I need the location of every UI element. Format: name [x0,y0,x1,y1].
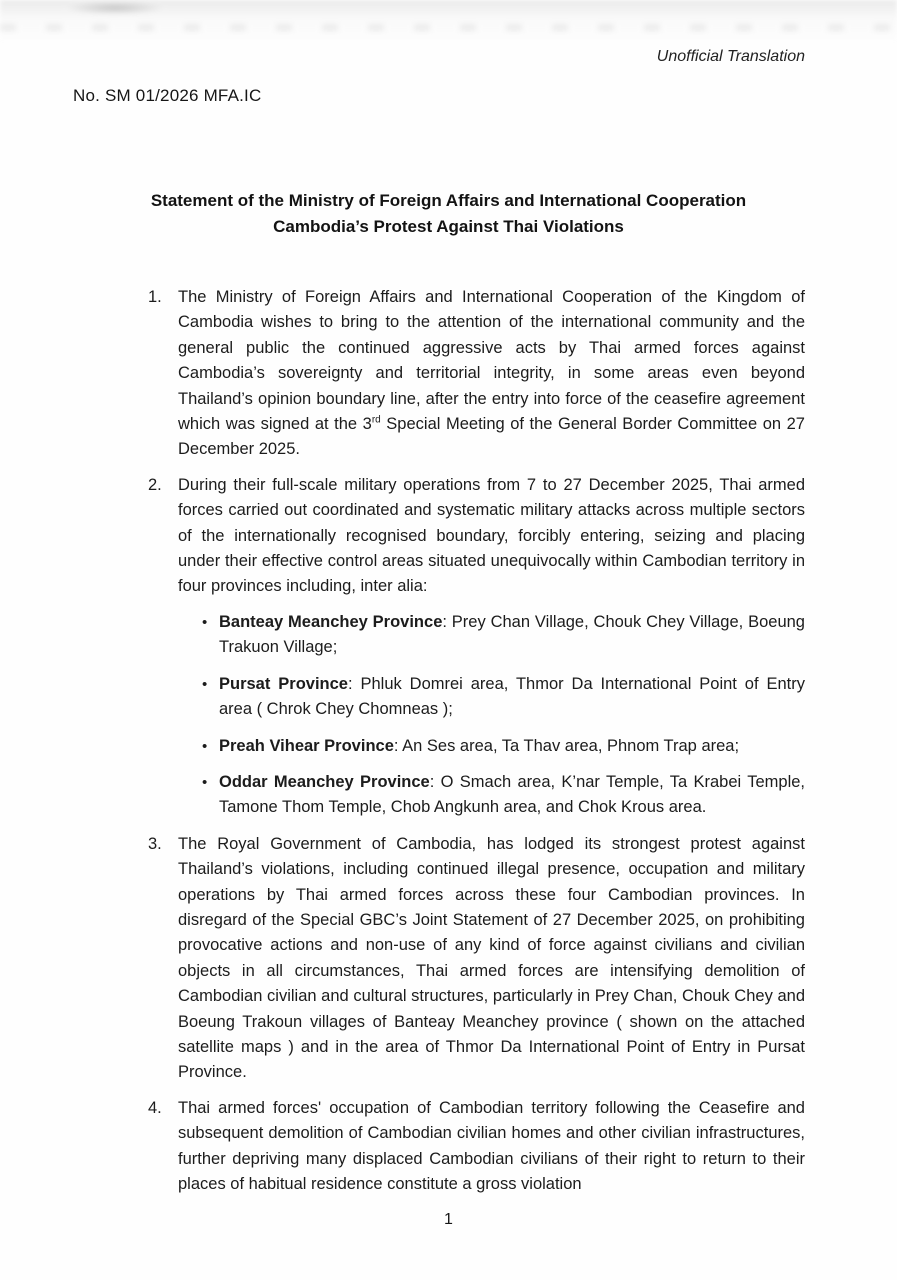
page-number: 1 [444,1211,453,1228]
paragraph-text-segment: The Ministry of Foreign Affairs and International Cooperation of the Kingdom of Cambodia wishes to bring to the attention of the international community and the general public the continued aggressive acts by Thai armed forces against Cambodia’s sovereignty and territorial integrity, in some areas even beyond Thailand’s opinion boundary line, after the entry into force of the ceasefire agreement which was signed at the 3 [178,288,805,434]
document-title-line1: Statement of the Ministry of Foreign Affairs and International Cooperation [150,191,747,210]
list-item [202,770,805,821]
ordinal-suffix: rd [371,414,381,426]
bullet-text [219,610,805,661]
paragraph-text-segment: Special Meeting of the General Border Committee on 27 December 2025. [178,415,805,459]
paragraph-text: Thai armed forces' occupation of Cambodian territory following the Ceasefire and subsequent demolition of Cambodian civilian homes and other civilian infrastructures, further depriving many displaced Cambodian civilians of their right to return to their places of habitual residence constitute a gross violation [178,1098,805,1193]
bullet-icon: • [202,675,208,693]
numbered-paragraph-2 [148,473,805,600]
bullet-text [219,734,805,759]
document-body [148,285,805,1207]
numbered-paragraph-3 [148,832,805,1086]
bullet-icon: • [202,773,208,791]
document-title [60,188,837,240]
paragraph-text [178,285,805,463]
paragraph-number: 4. [148,1098,162,1117]
bullet-text [219,672,805,723]
bullet-icon: • [202,613,208,631]
bullet-icon: • [202,737,208,755]
province-locations: : O Smach area, K’nar Temple, Ta Krabei Temple, Tamone Thom Temple, Chob Angkunh area, and Chok Krous area. [219,772,805,817]
list-item [202,734,805,759]
paragraph-text: During their full-scale military operations from 7 to 27 December 2025, Thai armed forces carried out coordinated and systematic military attacks across multiple sectors of the internationally recognised boundary, forcibly entering, seizing and placing under their effective control areas situated unequivocally within Cambodian territory in four provinces including, inter alia: [178,475,805,596]
scan-artifact-band [0,0,897,44]
province-locations: : Phluk Domrei area, Thmor Da International Point of Entry area ( Chrok Chey Chomneas ); [219,674,805,719]
province-name: Pursat Province [219,674,348,693]
paragraph-number: 1. [148,288,162,306]
province-name: Banteay Meanchey Province [219,612,443,631]
list-item [202,672,805,723]
province-locations: : Prey Chan Village, Chouk Chey Village, Boeung Trakuon Village; [219,612,805,657]
numbered-paragraph-4 [148,1096,805,1198]
paragraph-number: 2. [148,475,162,494]
document-title-line2: Cambodia’s Protest Against Thai Violations [273,217,624,236]
province-name: Oddar Meanchey Province [219,772,430,791]
province-bullet-list [202,610,805,821]
list-item [202,610,805,661]
numbered-paragraph-1 [148,285,805,463]
province-name: Preah Vihear Province [219,736,394,755]
province-locations: : An Ses area, Ta Thav area, Phnom Trap area; [393,736,740,755]
unofficial-translation-note: Unofficial Translation [656,48,805,65]
bullet-text [219,770,805,821]
paragraph-number: 3. [148,834,162,853]
paragraph-text: The Royal Government of Cambodia, has lodged its strongest protest against Thailand’s violations, including continued illegal presence, occupation and military operations by Thai armed forces across these four Cambodian provinces. In disregard of the Special GBC’s Joint Statement of 27 December 2025, on prohibiting provocative actions and non-use of any kind of force against civilians and civilian objects in all circumstances, Thai armed forces are intensifying demolition of Cambodian civilian and cultural structures, particularly in Prey Chan, Chouk Chey and Boeung Trakoun villages of Banteay Meanchey province ( shown on the attached satellite maps ) and in the area of Thmor Da International Point of Entry in Pursat Province. [178,834,805,1082]
reference-number: No. SM 01/2026 MFA.IC [73,86,262,105]
